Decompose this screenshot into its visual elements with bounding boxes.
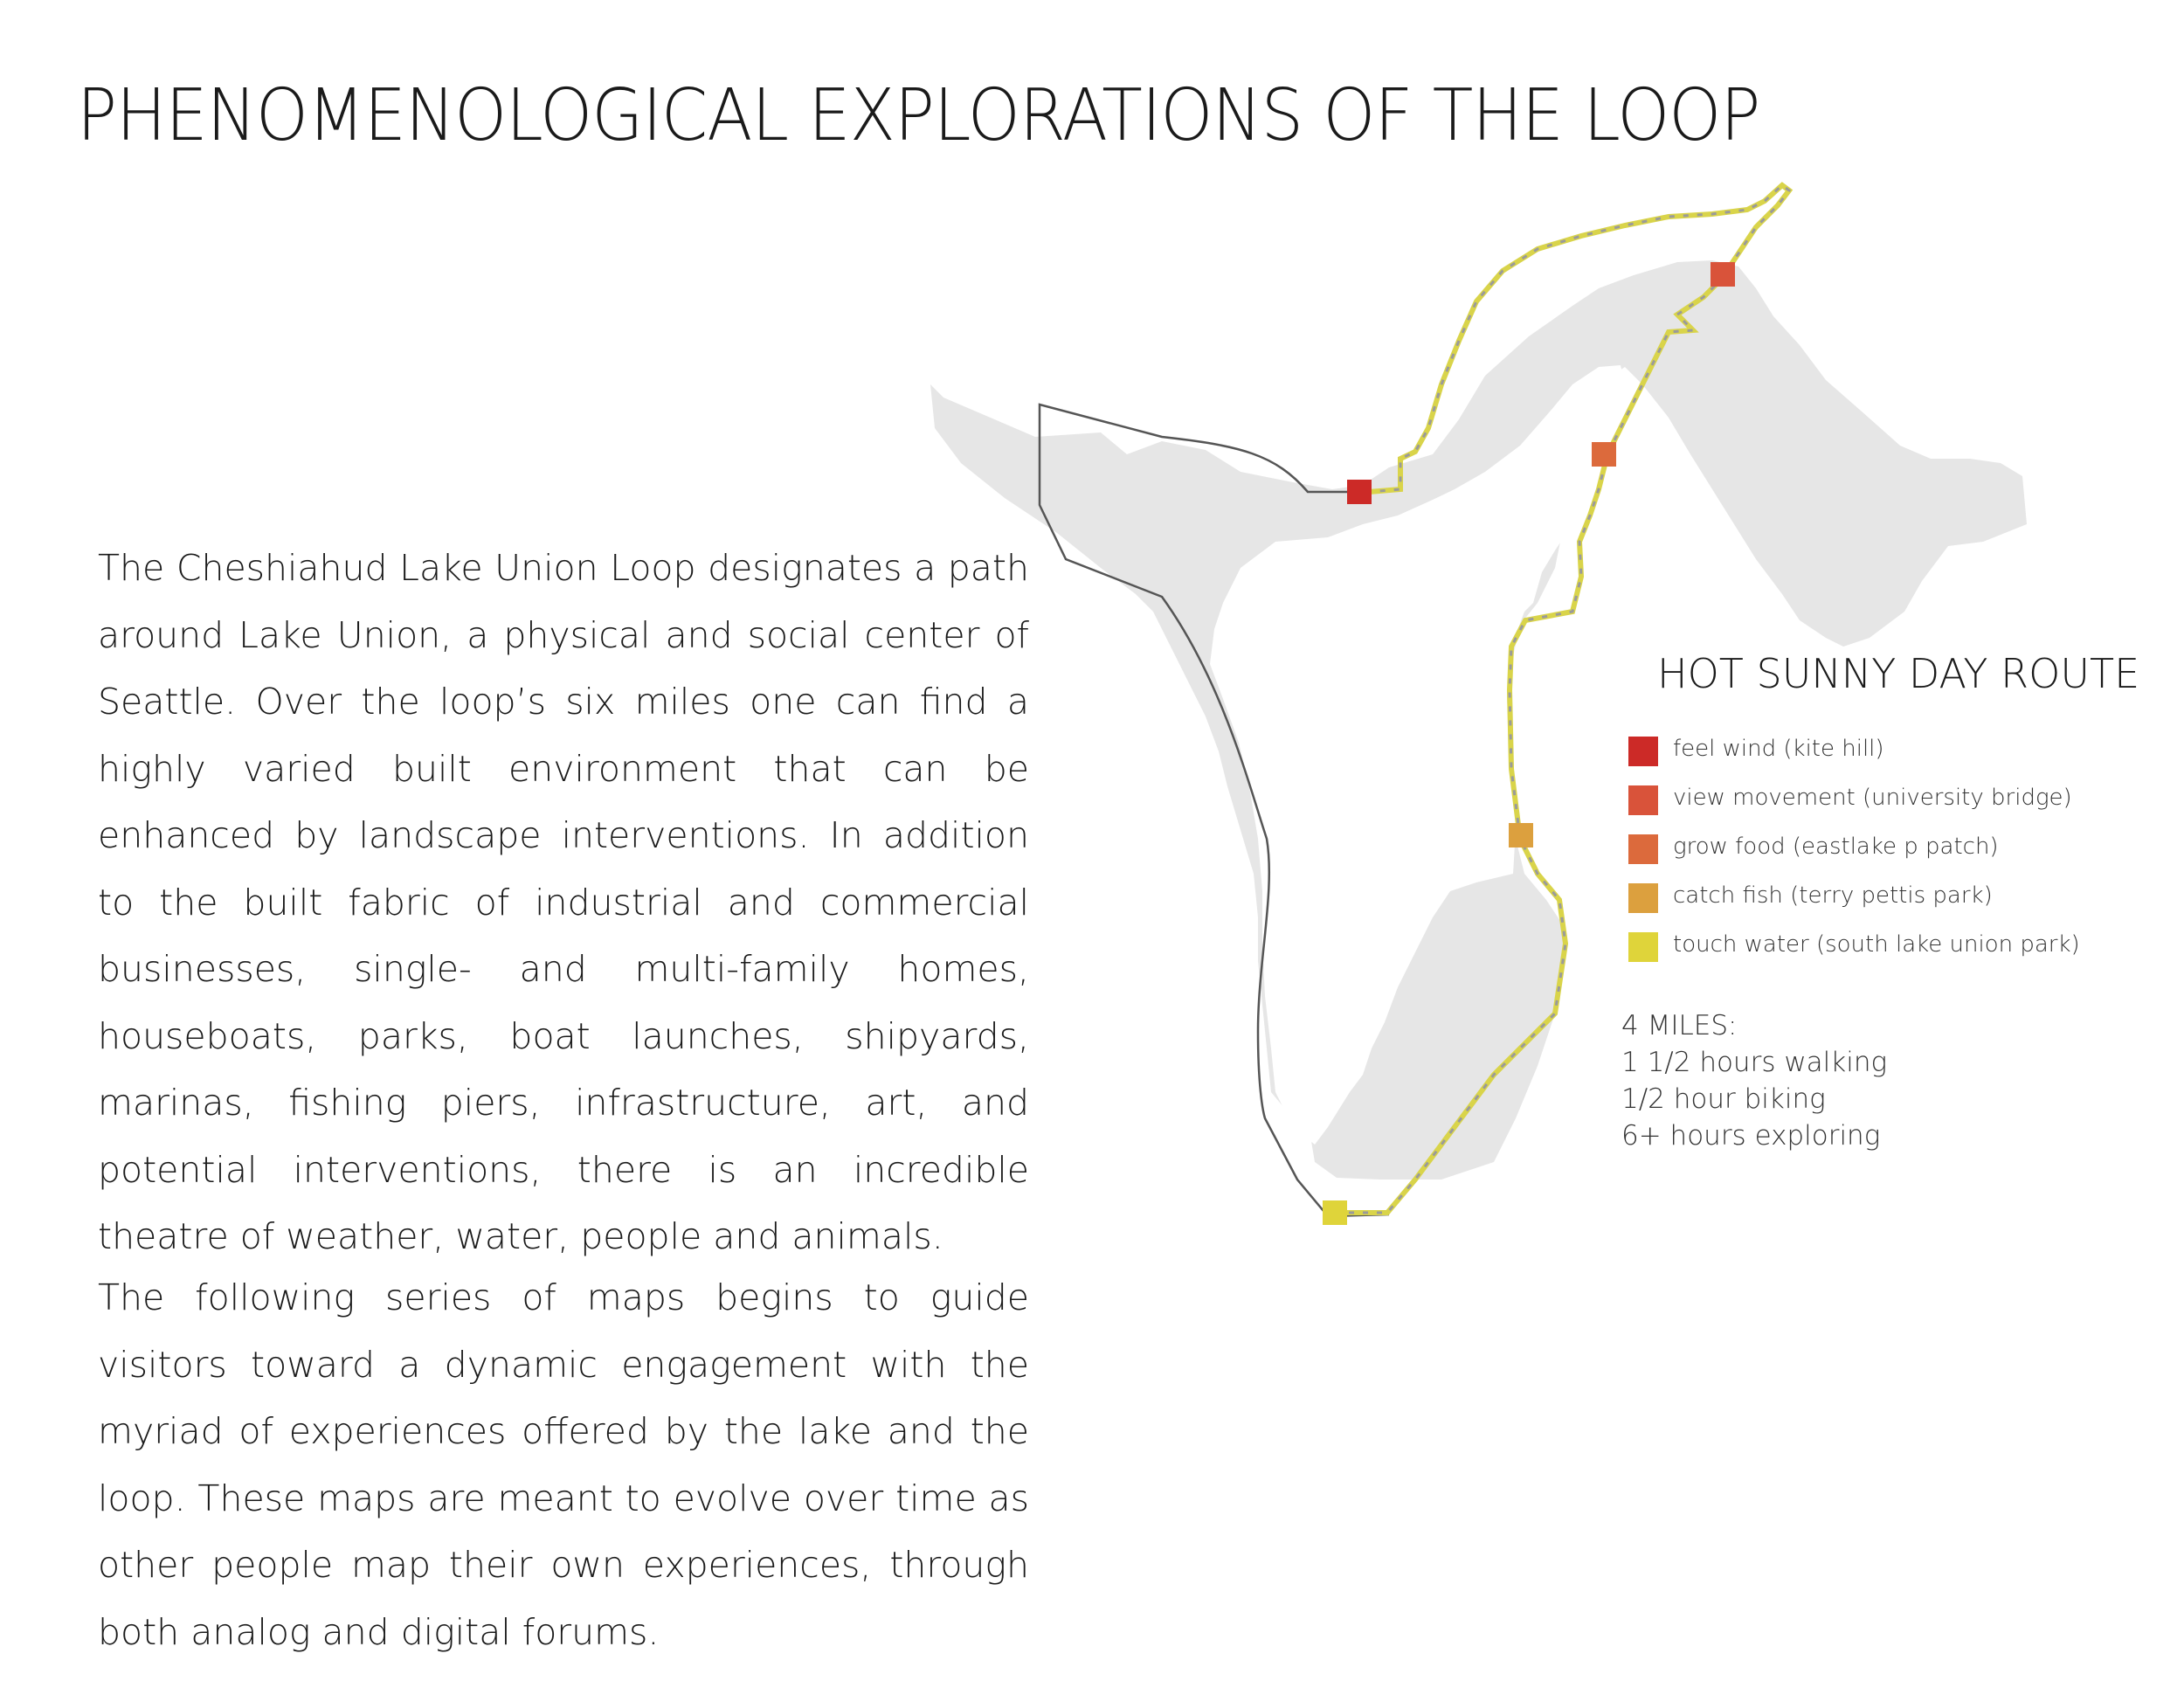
page-title: PHENOMENOLOGICAL EXPLORATIONS OF THE LOOP <box>77 74 1760 157</box>
route-stats <box>1621 1007 1887 1154</box>
legend-swatch <box>1628 883 1658 913</box>
legend-title: HOT SUNNY DAY ROUTE <box>1657 650 2140 697</box>
stats-walking: 1 1/2 hours walking <box>1621 1047 1888 1078</box>
marker-view-movement <box>1711 262 1735 287</box>
marker-feel-wind <box>1347 480 1372 504</box>
legend-swatch <box>1628 785 1658 815</box>
marker-grow-food <box>1592 442 1616 467</box>
legend-swatch <box>1628 932 1658 962</box>
legend-label: view movement (university bridge) <box>1673 785 2072 811</box>
legend-swatch <box>1628 834 1658 864</box>
legend-label: catch fish (terry pettis park) <box>1673 882 1993 909</box>
legend-label: feel wind (kite hill) <box>1673 736 1884 762</box>
stats-exploring: 6+ hours exploring <box>1621 1120 1881 1152</box>
legend-label: grow food (eastlake p patch) <box>1673 834 1999 860</box>
legend-swatch <box>1628 737 1658 766</box>
guide-paragraph: The following series of maps begins to guide visitors toward a dynamic engagement with the myriad of experiences offered by the lake and the loop. These maps are meant to evolve over time as other people map their own experiences, through both analog and digital forums. <box>98 1276 1029 1653</box>
marker-catch-fish <box>1509 823 1533 847</box>
legend-label: touch water (south lake union park) <box>1673 931 2080 958</box>
stats-distance: 4 MILES: <box>1621 1010 1738 1041</box>
intro-paragraph: The Cheshiahud Lake Union Loop designates a path around Lake Union, a physical and social center of Seattle. Over the loop’s six miles one can find a highly varied built environment that can be enhanced by landscape interventions. In addition to the built fabric of industrial and commercial businesses, single- and multi-family homes, houseboats, parks, boat launches, shipyards, marinas, fishing piers, infrastructure, art, and potential interventions, there is an incredible theatre of weather, water, people and animals. <box>98 547 1029 1257</box>
stats-biking: 1/2 hour biking <box>1621 1083 1826 1115</box>
marker-touch-water <box>1323 1200 1347 1225</box>
